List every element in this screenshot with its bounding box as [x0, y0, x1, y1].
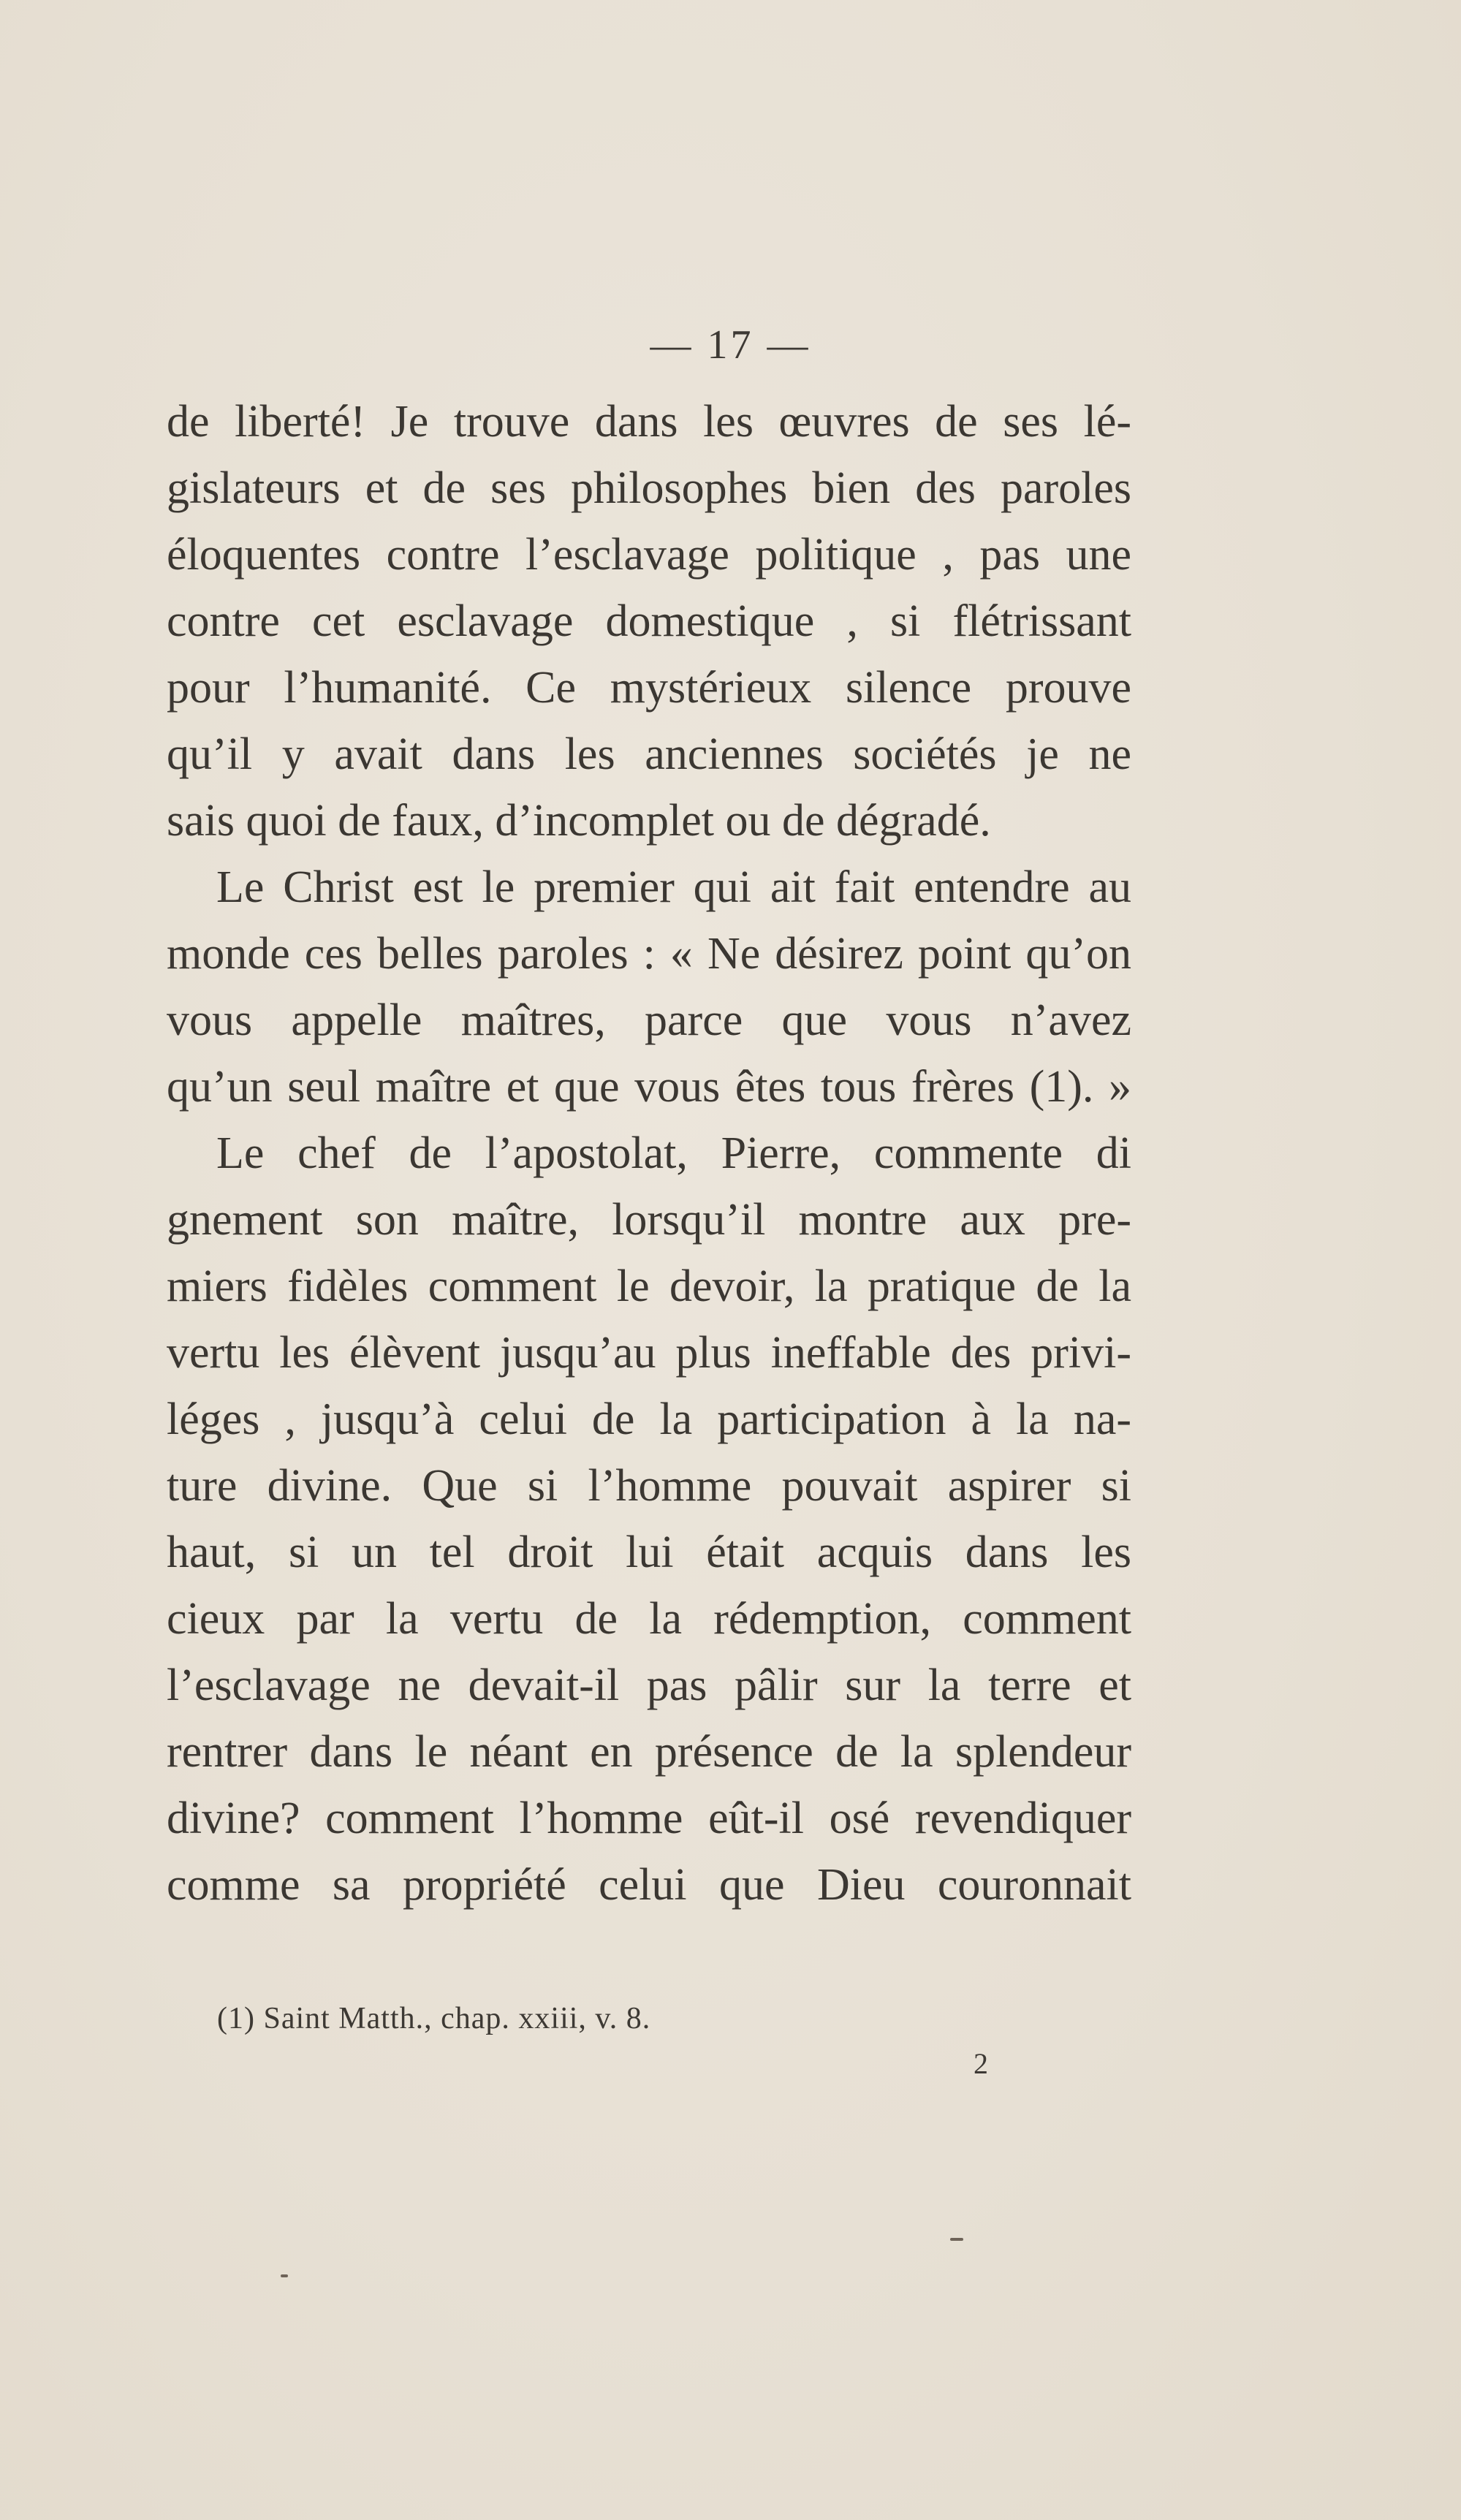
text-line: pour l’humanité. Ce mystérieux silence prouve	[167, 663, 1131, 713]
text-line: gnement son maître, lorsqu’il montre aux pre-	[167, 1195, 1131, 1245]
text-line: vous appelle maîtres, parce que vous n’avez	[167, 995, 1131, 1045]
text-line: de liberté! Je trouve dans les œuvres de ses lé-	[167, 397, 1131, 447]
text-line: l’esclavage ne devait-il pas pâlir sur la terre et	[167, 1661, 1131, 1710]
text-line: sais quoi de faux, d’incomplet ou de dégradé.	[167, 796, 991, 846]
text-line: vertu les élèvent jusqu’au plus ineffable des privi-	[167, 1328, 1131, 1378]
text-line: contre cet esclavage domestique , si flétrissant	[167, 596, 1131, 646]
text-line: gislateurs et de ses philosophes bien des paroles	[167, 463, 1131, 513]
body-text	[167, 389, 1131, 1919]
paper-speck	[950, 2238, 963, 2241]
text-line: divine? comment l’homme eût-il osé revendiquer	[167, 1794, 1131, 1843]
text-line: monde ces belles paroles : « Ne désirez point qu’on	[167, 929, 1131, 979]
text-line: ture divine. Que si l’homme pouvait aspirer si	[167, 1461, 1131, 1511]
text-line: miers fidèles comment le devoir, la pratique de la	[167, 1261, 1131, 1311]
text-line: qu’il y avait dans les anciennes sociétés je ne	[167, 729, 1131, 779]
signature-mark: 2	[974, 2047, 988, 2080]
page-number: — 17 —	[650, 322, 811, 368]
text-line: Le chef de l’apostolat, Pierre, commente di	[216, 1128, 1131, 1178]
text-line: Le Christ est le premier qui ait fait entendre au	[216, 862, 1131, 912]
paper-speck	[281, 2274, 288, 2277]
text-line: qu’un seul maître et que vous êtes tous frères (1). »	[167, 1062, 1131, 1112]
text-line: éloquentes contre l’esclavage politique , pas une	[167, 530, 1131, 580]
text-line: comme sa propriété celui que Dieu couronnait	[167, 1860, 1131, 1910]
text-line: haut, si un tel droit lui était acquis dans les	[167, 1527, 1131, 1577]
text-line: cieux par la vertu de la rédemption, comment	[167, 1594, 1131, 1644]
text-line: léges , jusqu’à celui de la participation à la na-	[167, 1394, 1131, 1444]
footnote: (1) Saint Matth., chap. xxiii, v. 8.	[217, 2002, 651, 2035]
text-line: rentrer dans le néant en présence de la splendeur	[167, 1727, 1131, 1777]
